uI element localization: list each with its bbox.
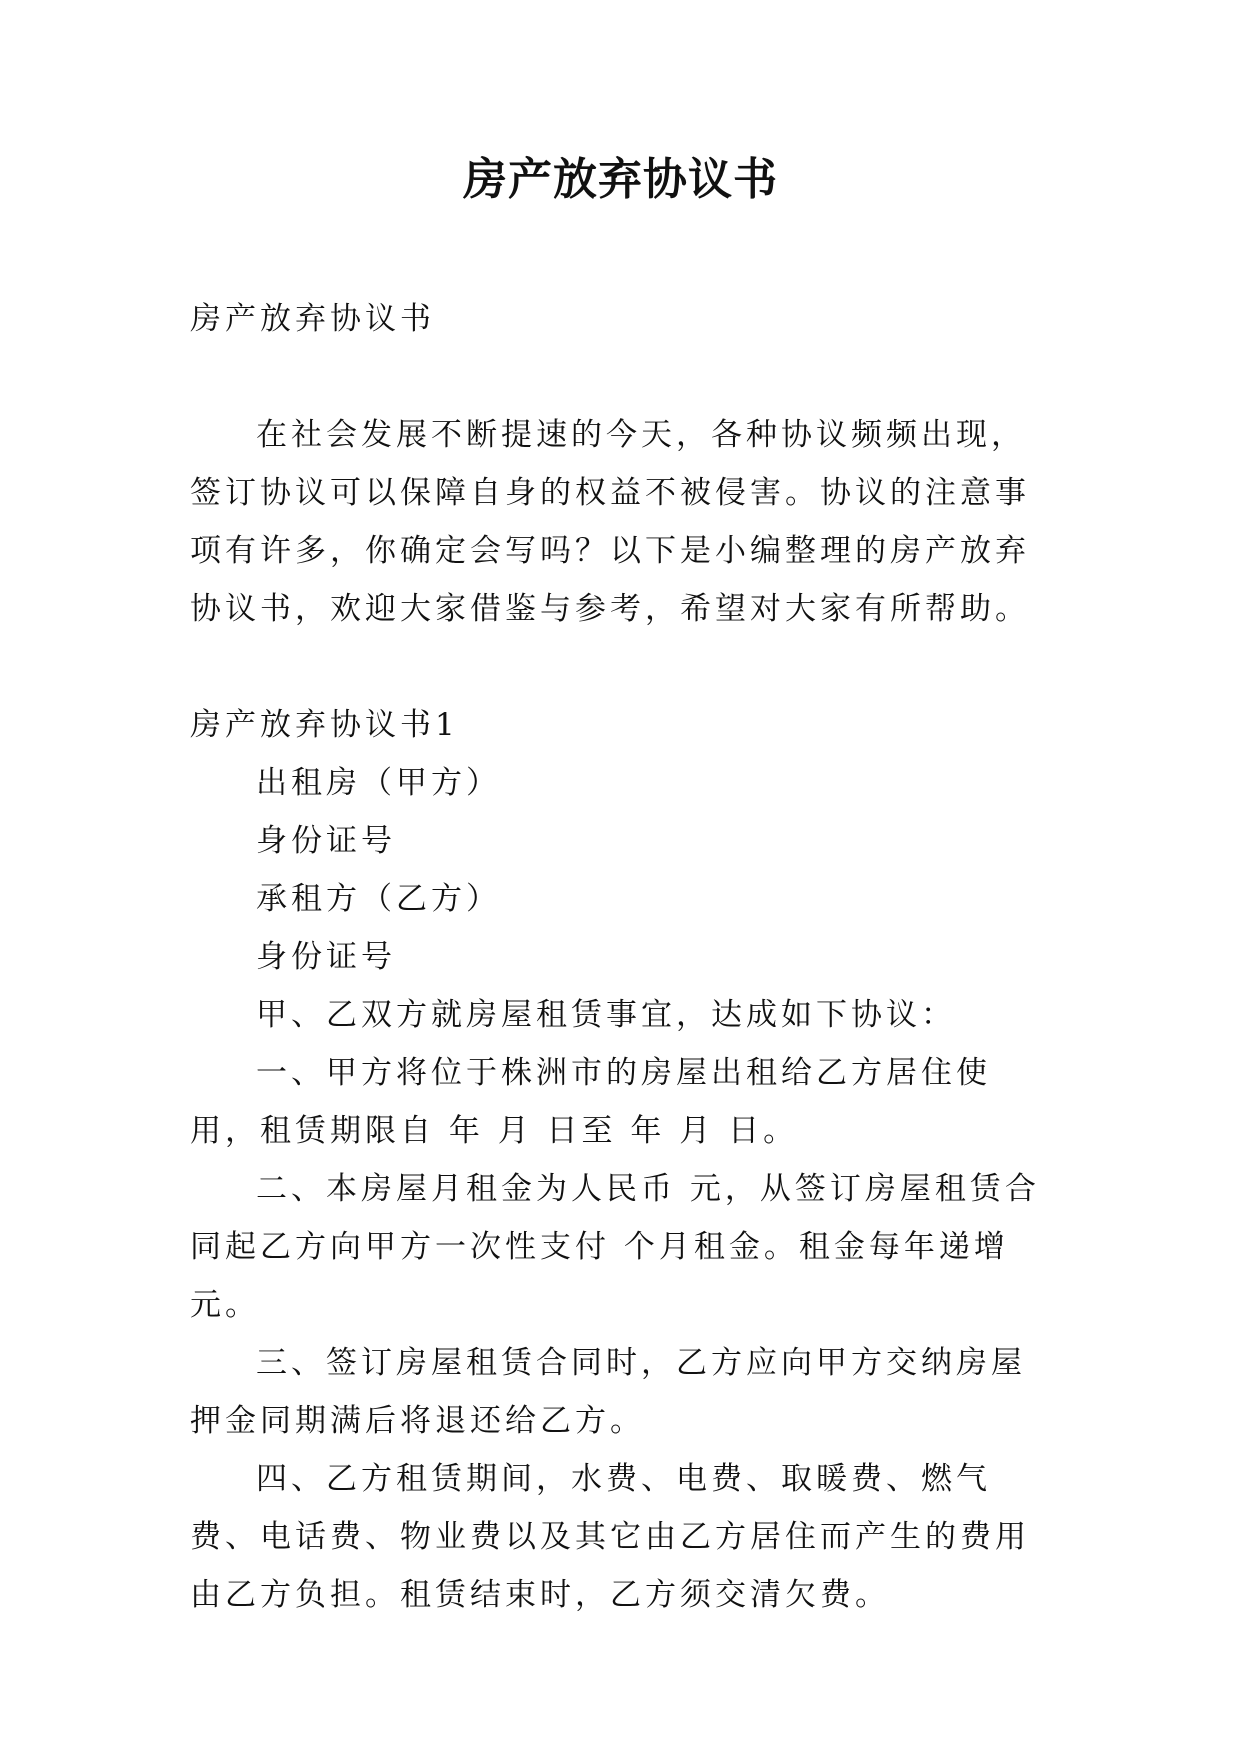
party-a-line: 出租房（甲方） — [256, 765, 501, 801]
party-a-id-line: 身份证号 — [256, 823, 396, 859]
section-heading: 房产放弃协议书1 — [190, 707, 459, 743]
party-b-line: 承租方（乙方） — [256, 881, 501, 917]
spacer — [190, 638, 1052, 696]
party-b-id-line: 身份证号 — [256, 939, 396, 975]
document-subtitle: 房产放弃协议书 — [190, 301, 435, 337]
clause-4: 四、乙方租赁期间，水费、电费、取暖费、燃气费、电话费、物业费以及其它由乙方居住而产生的费用由乙方负担。租赁结束时，乙方须交清欠费。 — [190, 1461, 1030, 1613]
agreement-preamble: 甲、乙双方就房屋租赁事宜，达成如下协议： — [256, 997, 956, 1033]
clause-2: 二、本房屋月租金为人民币 元，从签订房屋租赁合同起乙方向甲方一次性支付 个月租金。租金每年递增 元。 — [190, 1171, 1040, 1323]
spacer — [190, 348, 1052, 406]
document-body — [190, 290, 1052, 1624]
intro-paragraph: 在社会发展不断提速的今天，各种协议频频出现，签订协议可以保障自身的权益不被侵害。协议的注意事项有许多，你确定会写吗？以下是小编整理的房产放弃协议书，欢迎大家借鉴与参考，希望对大家有所帮助。 — [190, 417, 1030, 627]
clause-3: 三、签订房屋租赁合同时，乙方应向甲方交纳房屋押金同期满后将退还给乙方。 — [190, 1345, 1026, 1439]
document-title: 房产放弃协议书 — [463, 154, 778, 205]
clause-1: 一、甲方将位于株洲市的房屋出租给乙方居住使用，租赁期限自 年 月 日至 年 月 日。 — [190, 1055, 991, 1149]
